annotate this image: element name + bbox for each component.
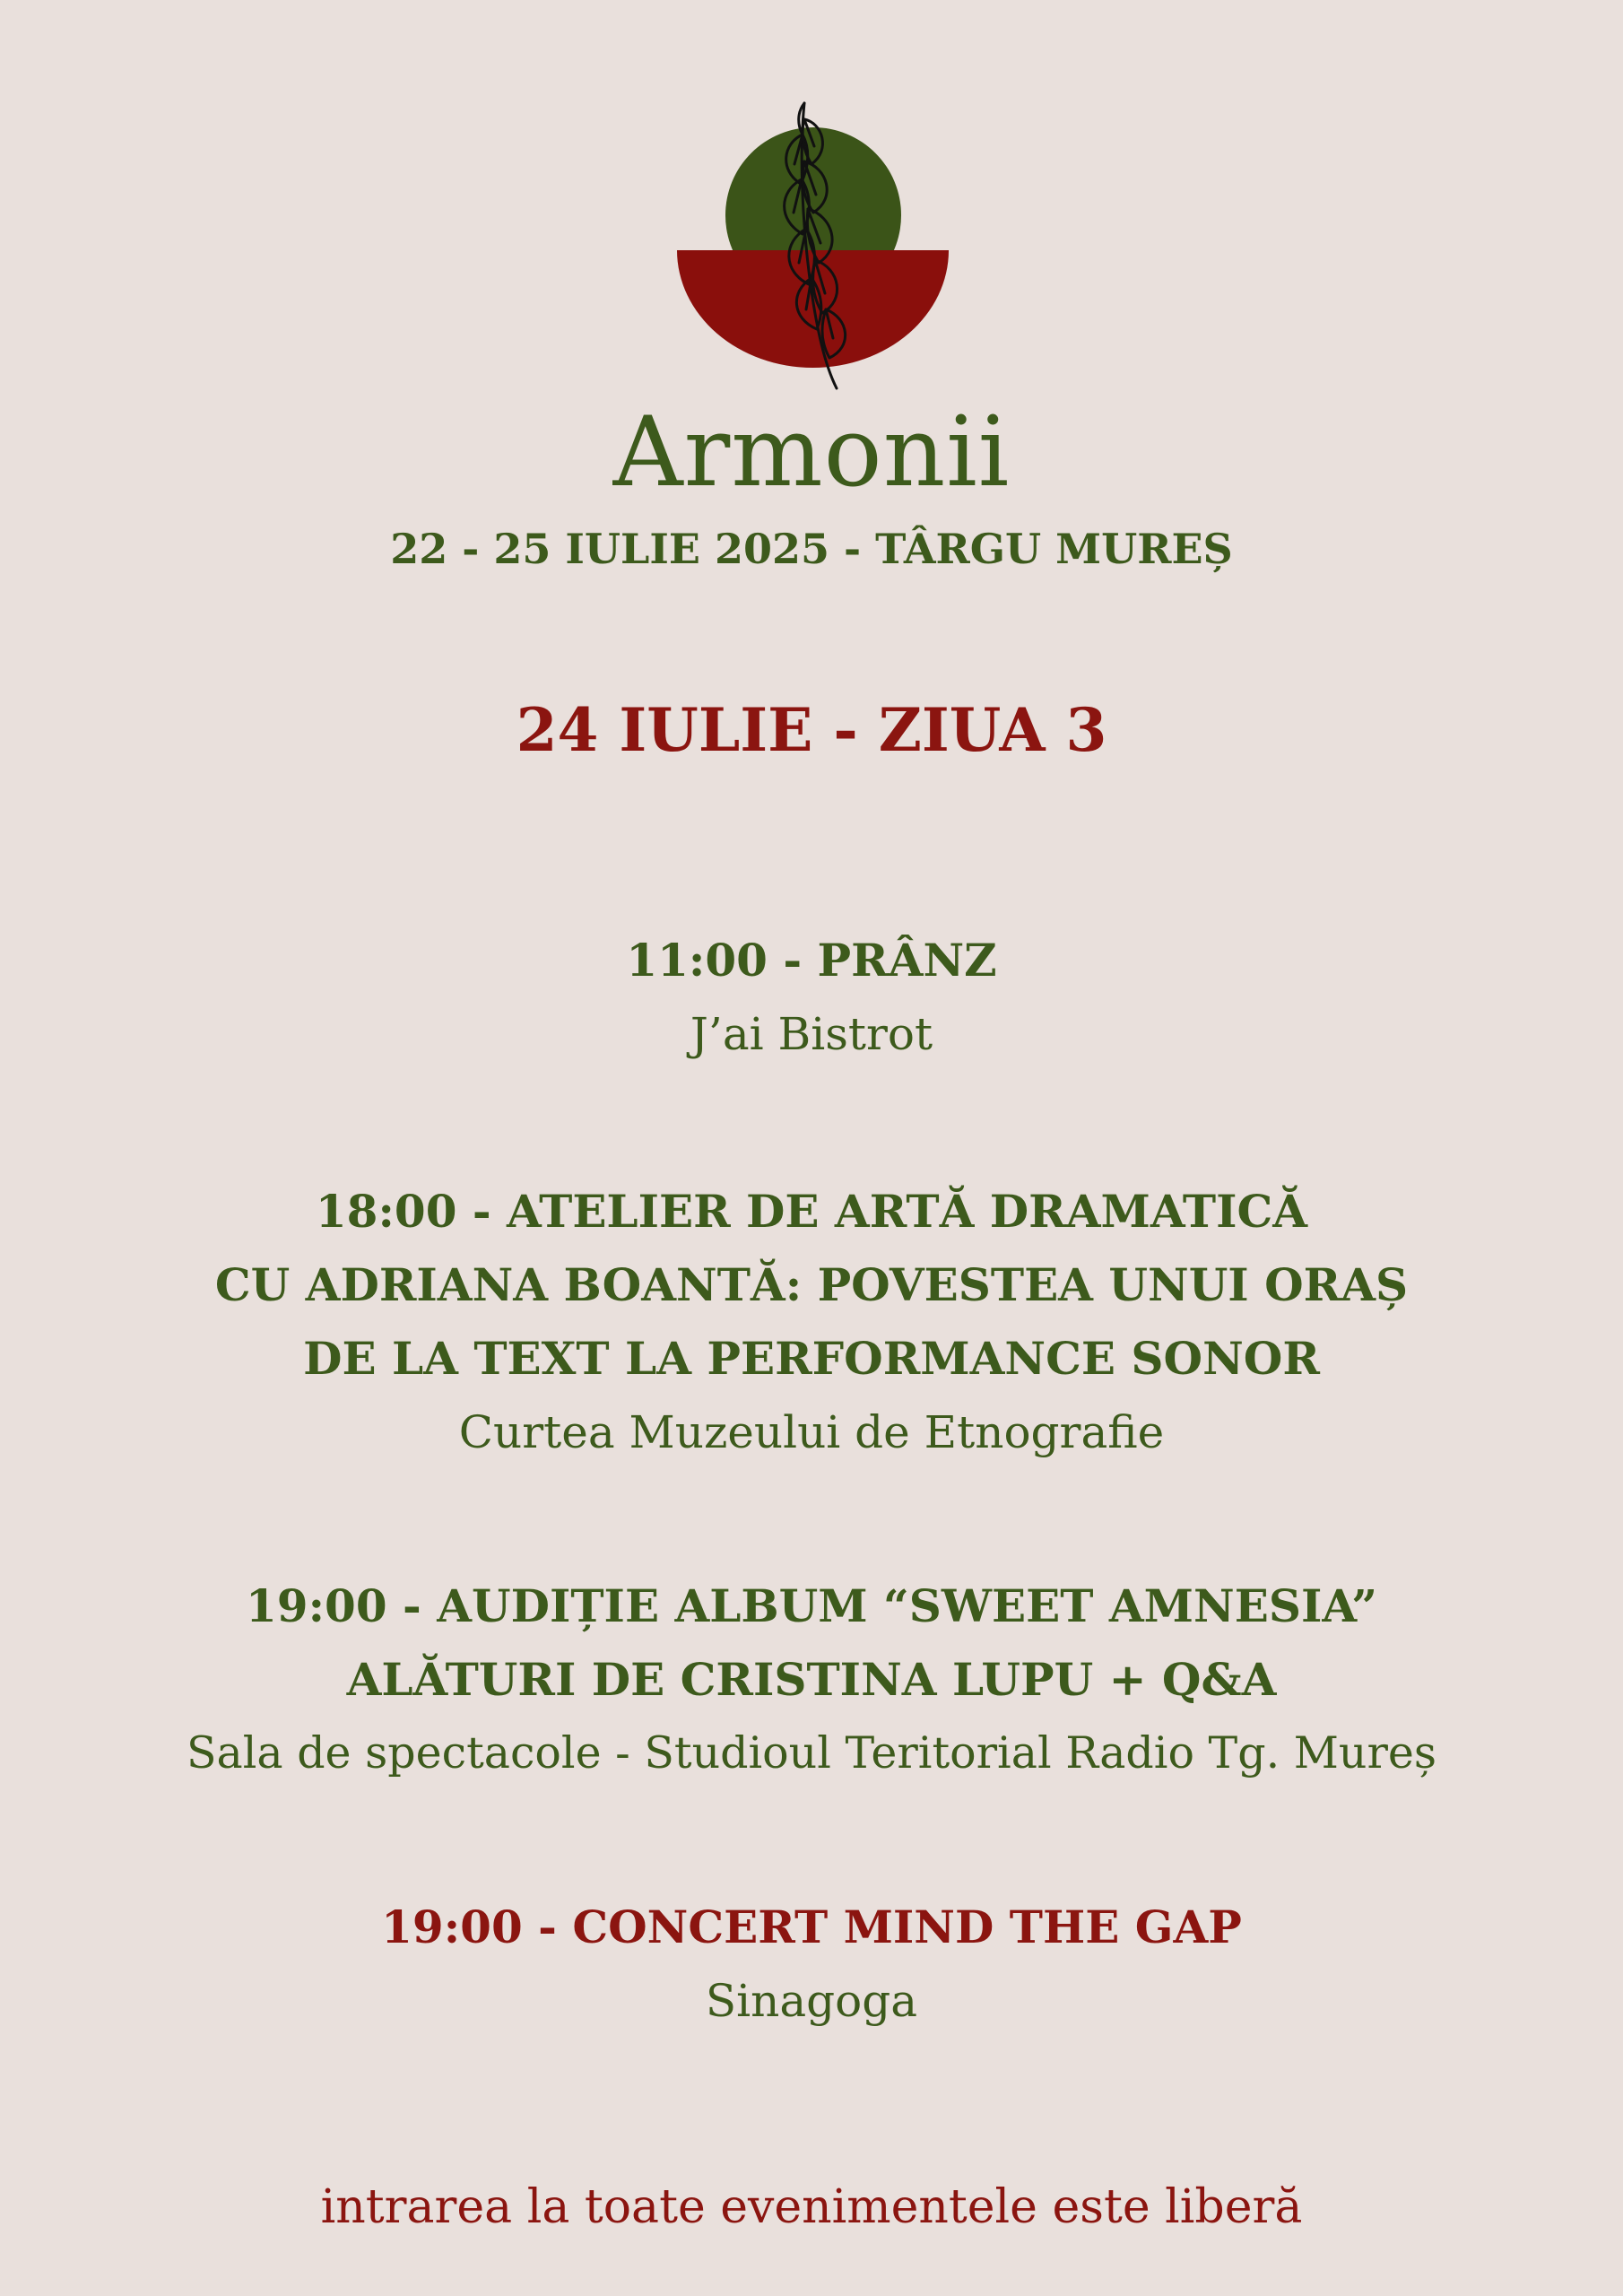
event-item xyxy=(0,924,1623,1071)
day-heading: 24 IULIE - ZIUA 3 xyxy=(516,695,1107,765)
free-entry-note: intrarea la toate evenimentele este liberă xyxy=(320,2180,1303,2234)
event-title: 11:00 - PRÂNZ xyxy=(626,934,997,987)
event-title: 19:00 - CONCERT MIND THE GAP xyxy=(381,1900,1242,1953)
event-venue: Sinagoga xyxy=(705,1975,918,2027)
festival-title: Armonii xyxy=(612,396,1011,509)
event-title: ALĂTURI DE CRISTINA LUPU + Q&A xyxy=(346,1653,1277,1706)
event-item xyxy=(0,1891,1623,2038)
event-item xyxy=(0,1570,1623,1790)
event-venue: Curtea Muzeului de Etnografie xyxy=(458,1406,1165,1458)
event-title: DE LA TEXT LA PERFORMANCE SONOR xyxy=(303,1332,1320,1385)
festival-dates-location: 22 - 25 IULIE 2025 - TÂRGU MUREȘ xyxy=(390,525,1233,573)
event-venue: Sala de spectacole - Studioul Teritorial Radio Tg. Mureș xyxy=(186,1727,1437,1779)
event-venue: J’ai Bistrot xyxy=(690,1008,933,1060)
event-title: 19:00 - AUDIȚIE ALBUM “SWEET AMNESIA” xyxy=(246,1579,1377,1632)
event-title: 18:00 - ATELIER DE ARTĂ DRAMATICĂ xyxy=(315,1185,1308,1238)
festival-logo-icon xyxy=(668,94,964,399)
event-item xyxy=(0,1175,1623,1469)
event-title: CU ADRIANA BOANTĂ: POVESTEA UNUI ORAȘ xyxy=(214,1258,1409,1311)
